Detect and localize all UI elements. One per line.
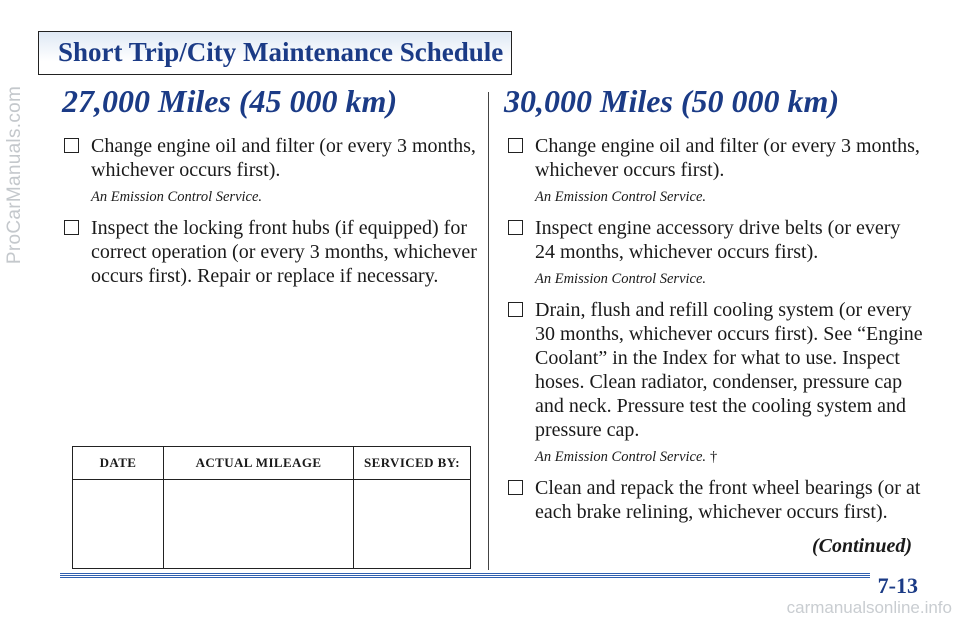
checklist-item xyxy=(504,476,924,524)
checkbox-icon[interactable] xyxy=(64,138,79,153)
item-text: Change engine oil and filter (or every 3 months, whichever occurs first). xyxy=(535,135,920,181)
checkbox-icon[interactable] xyxy=(64,220,79,235)
left-mileage-heading: 27,000 Miles (45 000 km) xyxy=(62,83,398,119)
checklist-item xyxy=(504,298,924,468)
checklist-item xyxy=(60,216,480,288)
table-header-row xyxy=(73,447,471,480)
date-cell[interactable] xyxy=(73,480,164,569)
table-row xyxy=(73,480,471,569)
checkbox-icon[interactable] xyxy=(508,480,523,495)
emission-note: An Emission Control Service. xyxy=(535,271,707,287)
item-text: Clean and repack the front wheel bearings (or at each brake relining, whichever occurs first). xyxy=(535,477,921,523)
emission-note: An Emission Control Service. xyxy=(535,449,707,465)
checkbox-icon[interactable] xyxy=(508,302,523,317)
page-number: 7-13 xyxy=(870,573,918,599)
dagger-mark: † xyxy=(710,449,718,465)
serviced-by-column-header: SERVICED BY: xyxy=(354,447,471,480)
side-watermark-text: ProCarManuals.com xyxy=(4,85,25,265)
bottom-watermark: carmanualsonline.info xyxy=(786,598,952,617)
right-mileage-heading: 30,000 Miles (50 000 km) xyxy=(504,83,840,119)
page-title: Short Trip/City Maintenance Schedule xyxy=(58,37,504,67)
emission-note-line xyxy=(535,446,924,468)
item-text: Change engine oil and filter (or every 3 months, whichever occurs first). xyxy=(91,135,476,181)
mileage-cell[interactable] xyxy=(164,480,354,569)
continued-label: (Continued) xyxy=(811,535,912,557)
date-column-header: DATE xyxy=(73,447,164,480)
right-column xyxy=(504,80,924,532)
checkbox-icon[interactable] xyxy=(508,138,523,153)
item-text: Inspect engine accessory drive belts (or every 24 months, whichever occurs first). xyxy=(535,217,901,263)
checklist-item xyxy=(60,134,480,208)
serviced-by-cell[interactable] xyxy=(354,480,471,569)
item-text: Inspect the locking front hubs (if equipped) for correct operation (or every 3 months, whichever occurs first). Repair or replace if necessary. xyxy=(91,217,477,287)
left-column xyxy=(60,80,480,296)
checklist-item xyxy=(504,216,924,290)
footer-rule xyxy=(60,573,916,578)
column-divider xyxy=(488,92,489,570)
checklist-item xyxy=(504,134,924,208)
service-record-table xyxy=(72,446,471,569)
checkbox-icon[interactable] xyxy=(508,220,523,235)
mileage-column-header: ACTUAL MILEAGE xyxy=(164,447,354,480)
item-text: Drain, flush and refill cooling system (or every 30 months, whichever occurs first). See “Engine Coolant” in the Index for what to use. Inspect hoses. Clean radiator, condenser, pressure cap and neck. Pressure test the cooling system and pressure cap. xyxy=(535,299,923,441)
emission-note: An Emission Control Service. xyxy=(91,189,263,205)
page-header xyxy=(38,31,512,75)
side-watermark xyxy=(0,0,30,620)
emission-note: An Emission Control Service. xyxy=(535,189,707,205)
